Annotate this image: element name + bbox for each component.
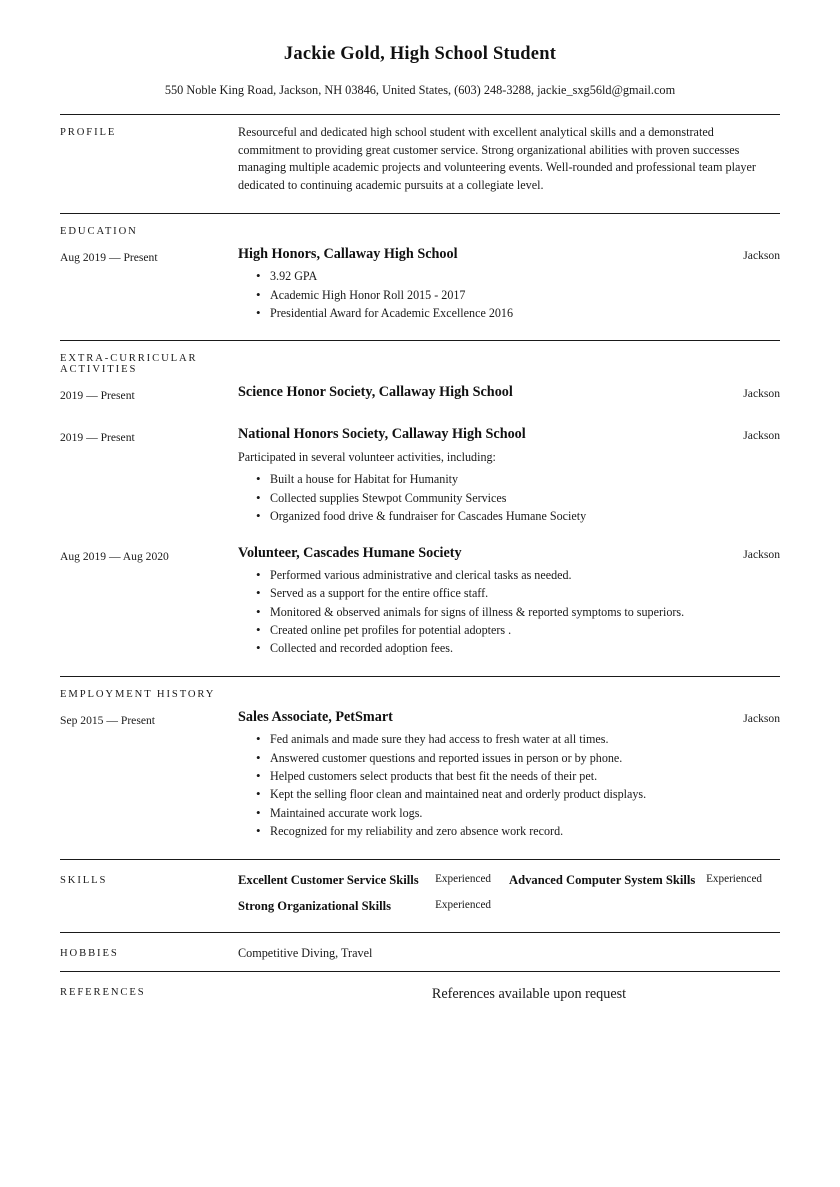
page-title: Jackie Gold, High School Student <box>283 44 557 64</box>
skill-level: Experienced <box>706 872 762 885</box>
entry-bullets <box>238 566 694 658</box>
skill-item <box>509 872 780 898</box>
entry-bullets <box>238 470 694 525</box>
skill-name: Strong Organizational Skills <box>238 898 392 913</box>
section-title-employment: EMPLOYMENT HISTORY <box>60 688 216 700</box>
hobbies-text: Competitive Diving, Travel <box>238 946 373 961</box>
entry-date: Aug 2019 — Aug 2020 <box>60 549 169 563</box>
list-item: • Presidential Award for Academic Excellence 2016 <box>256 304 694 322</box>
list-item: • Maintained accurate work logs. <box>256 804 694 822</box>
education-entry <box>60 245 780 329</box>
entry-title: Science Honor Society, Callaway High School <box>238 384 513 401</box>
list-item: • 3.92 GPA <box>256 267 694 285</box>
skill-item <box>238 872 509 898</box>
section-title-skills: SKILLS <box>60 874 108 886</box>
list-item: • Served as a support for the entire office staff. <box>256 584 694 602</box>
entry-location: Jackson <box>743 248 780 262</box>
skill-item <box>238 898 509 924</box>
skill-level: Experienced <box>435 898 491 911</box>
entry-description: Participated in several volunteer activities, including: <box>238 450 496 465</box>
section-hobbies <box>60 933 780 971</box>
contact-line: 550 Noble King Road, Jackson, NH 03846, United States, (603) 248-3288, jackie_sxg56ld@gmail.com <box>164 83 676 97</box>
list-item: • Academic High Honor Roll 2015 - 2017 <box>256 286 694 304</box>
list-item: • Fed animals and made sure they had access to fresh water at all times. <box>256 730 694 748</box>
extra-curricular-entry <box>60 544 780 664</box>
profile-text: Resourceful and dedicated high school student with excellent analytical skills and a demonstrated commitment to providing great customer service. Strong organizational abilities with proven successes managing multiple academic projects and volunteering events. Well-rounded and professional team player dedicated to continuing academic pursuits at a collegiate level. <box>238 125 756 193</box>
entry-location: Jackson <box>743 428 780 442</box>
extra-curricular-entry <box>60 425 780 532</box>
section-title-education: EDUCATION <box>60 225 138 237</box>
skills-grid <box>238 872 780 925</box>
list-item: • Organized food drive & fundraiser for Cascades Humane Society <box>256 507 694 525</box>
references-text: References available upon request <box>431 985 627 1002</box>
section-education <box>60 214 780 245</box>
section-title-extra-curricular: EXTRA-CURRICULAR ACTIVITIES <box>60 353 198 376</box>
entry-date: Sep 2015 — Present <box>60 713 155 727</box>
list-item: • Collected supplies Stewpot Community Services <box>256 489 694 507</box>
entry-bullets <box>238 730 694 840</box>
list-item: • Kept the selling floor clean and maintained neat and orderly product displays. <box>256 785 694 803</box>
list-item: • Monitored & observed animals for signs of illness & reported symptoms to superiors. <box>256 603 694 621</box>
section-title-hobbies: HOBBIES <box>60 948 119 960</box>
list-item: • Created online pet profiles for potential adopters . <box>256 621 694 639</box>
entry-location: Jackson <box>743 711 780 725</box>
entry-date: Aug 2019 — Present <box>60 250 158 264</box>
entry-location: Jackson <box>743 387 780 401</box>
entry-location: Jackson <box>743 547 780 561</box>
section-profile <box>60 115 780 203</box>
entry-title: National Honors Society, Callaway High School <box>238 425 526 442</box>
entry-date: 2019 — Present <box>60 430 135 444</box>
list-item: • Built a house for Habitat for Humanity <box>256 470 694 488</box>
list-item: • Answered customer questions and reported issues in person or by phone. <box>256 749 694 767</box>
list-item: • Collected and recorded adoption fees. <box>256 639 694 657</box>
section-extra-curricular <box>60 341 780 383</box>
list-item: • Helped customers select products that best fit the needs of their pet. <box>256 767 694 785</box>
list-item: • Recognized for my reliability and zero absence work record. <box>256 822 694 840</box>
employment-entry <box>60 708 780 847</box>
resume-header <box>60 36 780 98</box>
skill-level: Experienced <box>435 872 491 885</box>
skill-name: Excellent Customer Service Skills <box>238 872 419 887</box>
section-employment <box>60 677 780 708</box>
entry-title: High Honors, Callaway High School <box>238 245 458 262</box>
list-item: • Performed various administrative and clerical tasks as needed. <box>256 566 694 584</box>
section-title-references: REFERENCES <box>60 986 146 998</box>
entry-title: Volunteer, Cascades Humane Society <box>238 544 462 561</box>
extra-curricular-entry <box>60 383 780 404</box>
skill-name: Advanced Computer System Skills <box>509 872 696 887</box>
section-skills <box>60 860 780 933</box>
section-title-profile: PROFILE <box>60 127 117 138</box>
entry-date: 2019 — Present <box>60 389 135 403</box>
entry-title: Sales Associate, PetSmart <box>238 708 393 725</box>
section-references <box>60 972 780 1011</box>
entry-bullets <box>238 267 694 322</box>
